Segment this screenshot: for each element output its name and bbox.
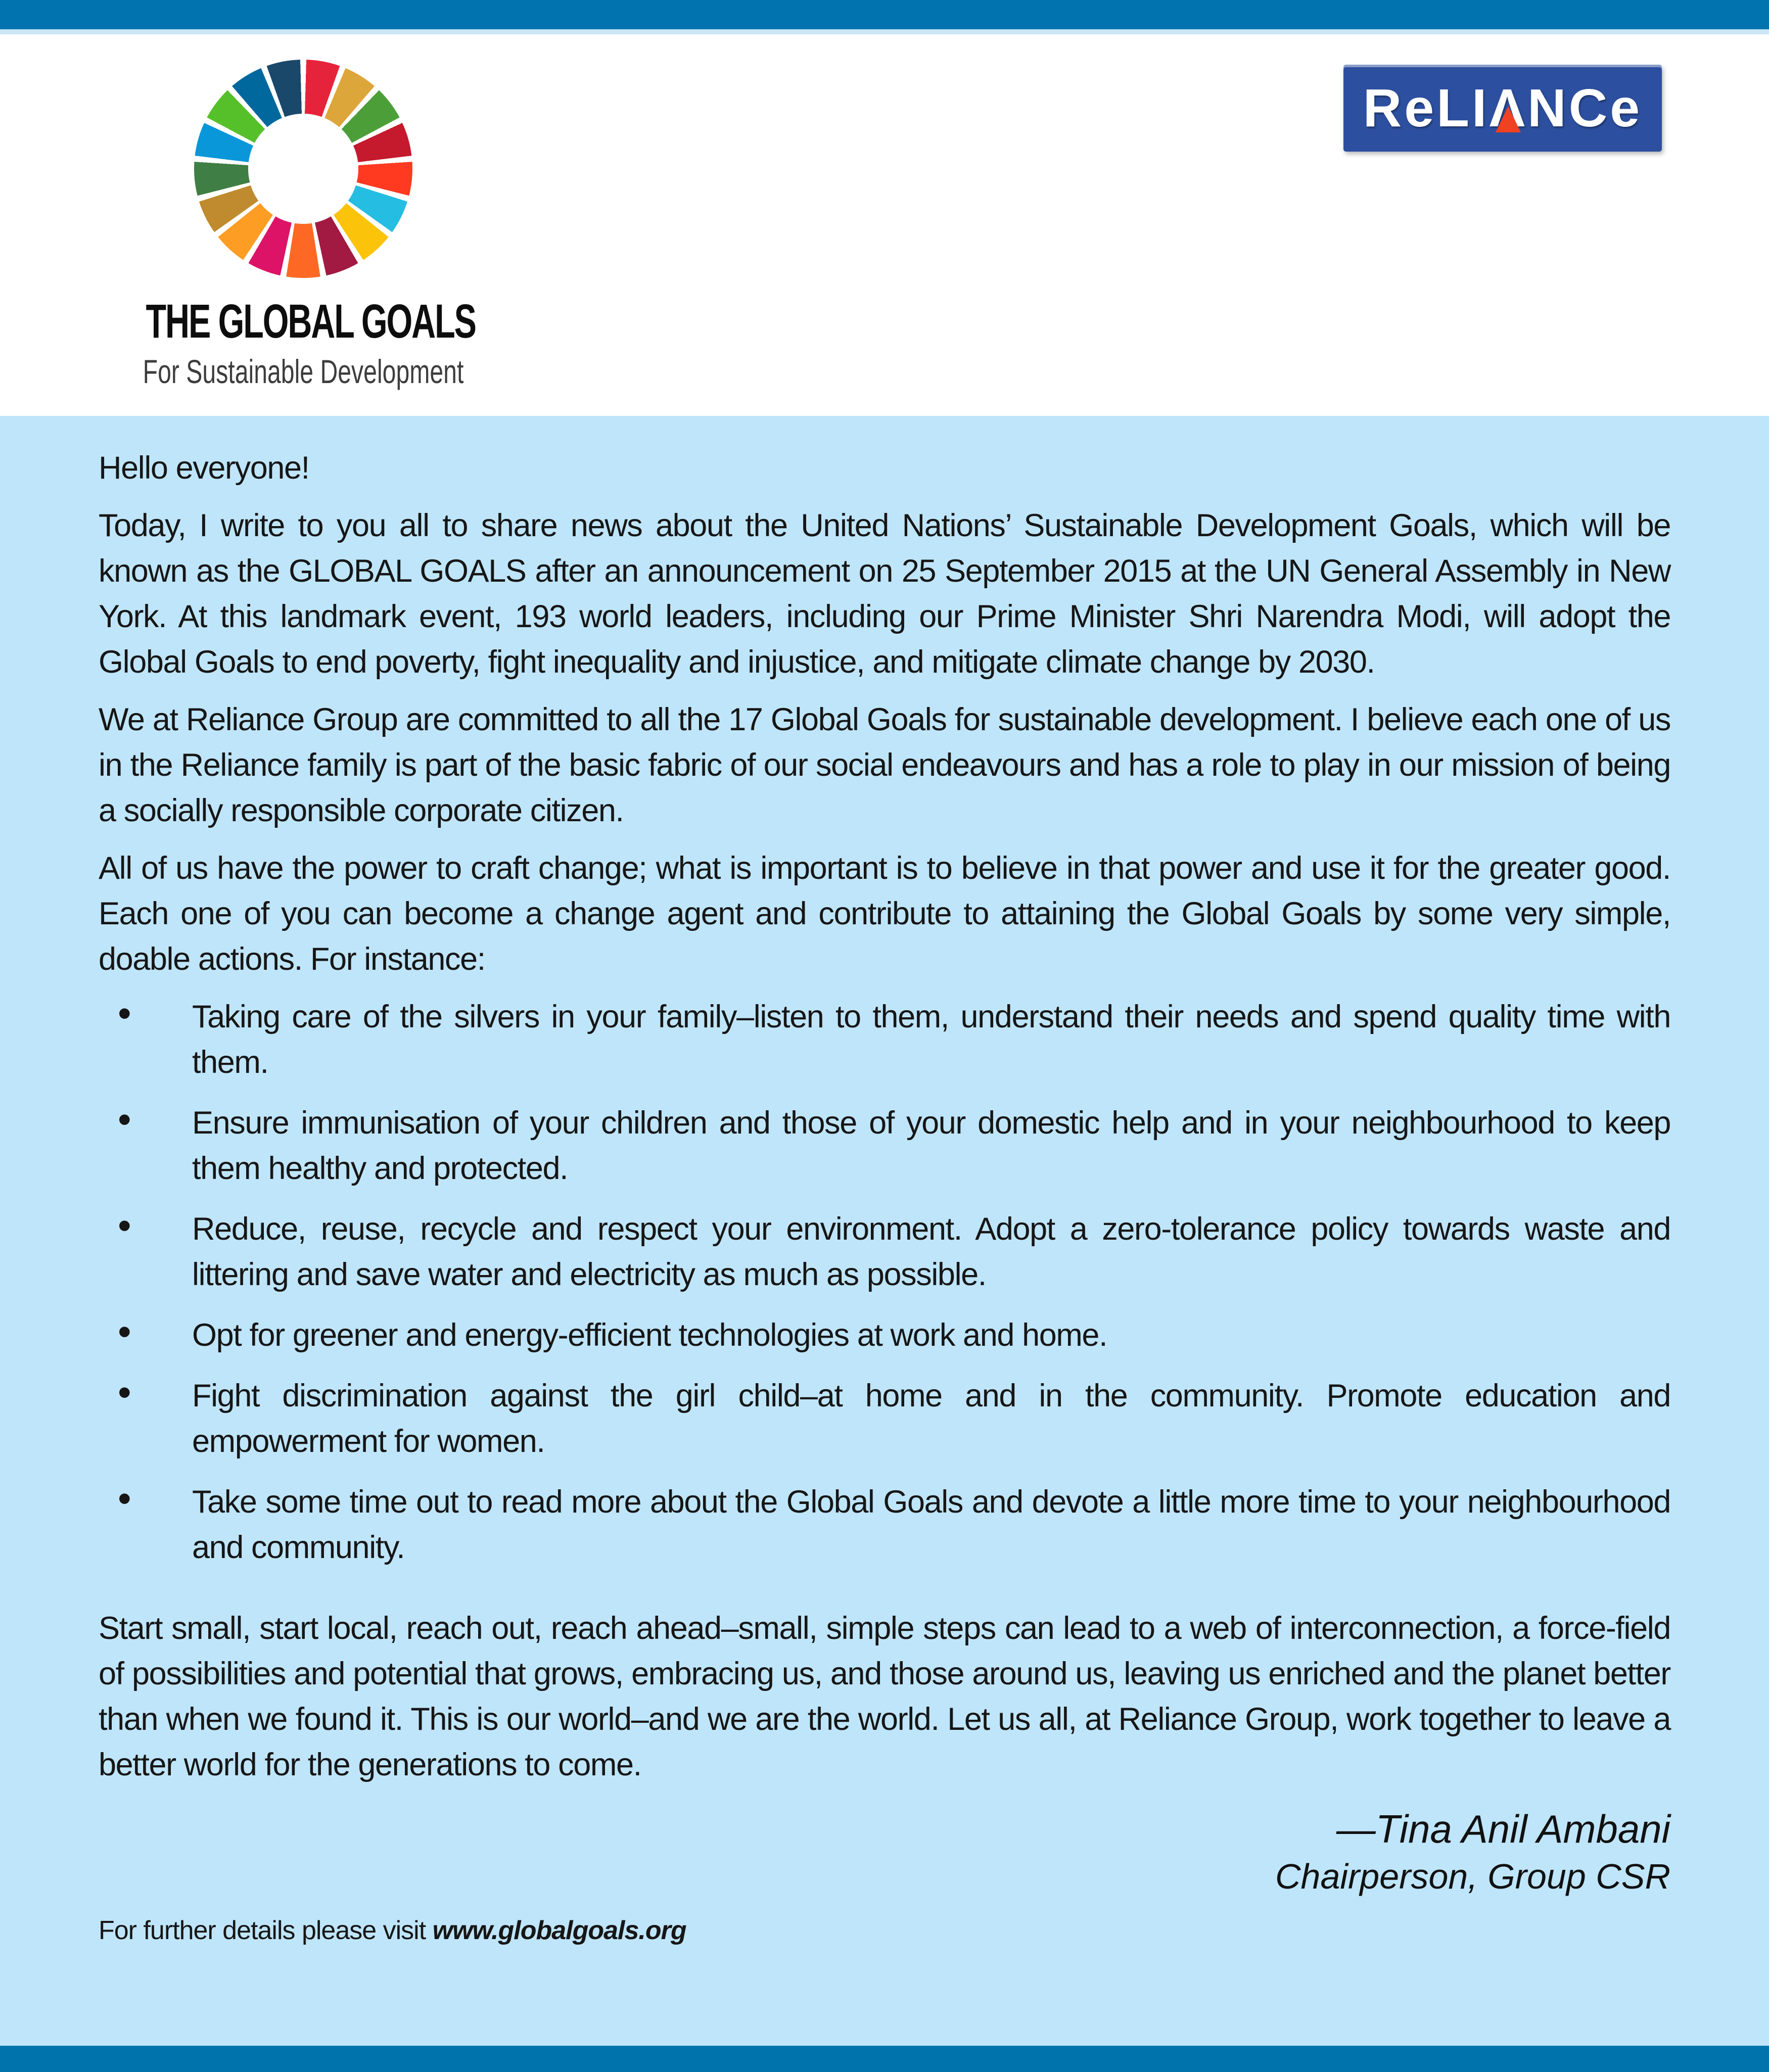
header	[0, 34, 1769, 416]
top-bar	[0, 0, 1769, 29]
reliance-letter-a	[1489, 78, 1528, 138]
greeting: Hello everyone!	[99, 450, 309, 486]
footer-prefix: For further details please visit	[99, 1916, 433, 1945]
top-accent-line	[0, 29, 1769, 34]
bottom-bar	[0, 2046, 1769, 2072]
paragraph-1: Today, I write to you all to share news about the United Nations’ Sustainable Development Goals, which will be known as the GLOBAL GOALS after an announcement on 25 September 2015 at the UN General Assembly in New York. At this landmark event, 193 world leaders, including our Prime Minister Shri Narendra Modi, will adopt the Global Goals to end poverty, fight inequality and injustice, and mitigate climate change by 2030.	[99, 508, 1670, 680]
reliance-text-left: ReLI	[1363, 78, 1489, 138]
bullet-item-5: • Fight discrimination against the girl child–at home and in the community. Promote education and empowerment for women.	[99, 1373, 1670, 1464]
signature-title: Chairperson, Group CSR	[1275, 1857, 1670, 1896]
reliance-lambda-glyph: Λ	[1489, 78, 1528, 138]
global-goals-title: THE GLOBAL GOALS	[146, 295, 476, 348]
bullet-item-6: • Take some time out to read more about the Global Goals and devote a little more time to your neighbourhood and community.	[99, 1479, 1670, 1570]
bullet-list	[99, 994, 1670, 1570]
sdg-ring-icon	[194, 60, 412, 278]
reliance-a-triangle-icon	[1496, 106, 1521, 132]
global-goals-logo	[78, 60, 528, 390]
signature-block	[99, 1805, 1670, 1900]
signature-name: —Tina Anil Ambani	[1336, 1807, 1670, 1851]
footer-note	[99, 1912, 1670, 1950]
bullet-item-1: • Taking care of the silvers in your family–listen to them, understand their needs and spend quality time with them.	[99, 994, 1670, 1085]
bullet-item-4: • Opt for greener and energy-efficient technologies at work and home.	[99, 1312, 1670, 1358]
global-goals-subtitle: For Sustainable Development	[143, 353, 464, 390]
reliance-text-right: NCe	[1527, 78, 1643, 138]
paragraph-2: We at Reliance Group are committed to all the 17 Global Goals for sustainable development. I believe each one of us in the Reliance family is part of the basic fabric of our social endeavours and has a role to play in our mission of being a socially responsible corporate citizen.	[99, 702, 1670, 828]
paragraph-3: All of us have the power to craft change; what is important is to believe in that power and use it for the greater good. Each one of you can become a change agent and contribute to attaining the Global Goals by some very simple, doable actions. For instance:	[99, 851, 1670, 977]
sdg-ring-hole	[248, 114, 358, 224]
letter-body	[0, 416, 1769, 2046]
reliance-wordmark	[1363, 78, 1643, 138]
bullet-item-2: • Ensure immunisation of your children and those of your domestic help and in your neighbourhood to keep them healthy and protected.	[99, 1100, 1670, 1191]
bullet-item-3: • Reduce, reuse, recycle and respect your environment. Adopt a zero-tolerance policy towards waste and littering and save water and electricity as much as possible.	[99, 1206, 1670, 1297]
footer-link[interactable]: www.globalgoals.org	[432, 1916, 686, 1945]
reliance-logo	[1343, 65, 1662, 152]
closing-paragraph: Start small, start local, reach out, reach ahead–small, simple steps can lead to a web of interconnection, a force-field of possibilities and potential that grows, embracing us, and those around us, leaving us enriched and the planet better than when we found it. This is our world–and we are the world. Let us all, at Reliance Group, work together to leave a better world for the generations to come.	[99, 1611, 1670, 1782]
